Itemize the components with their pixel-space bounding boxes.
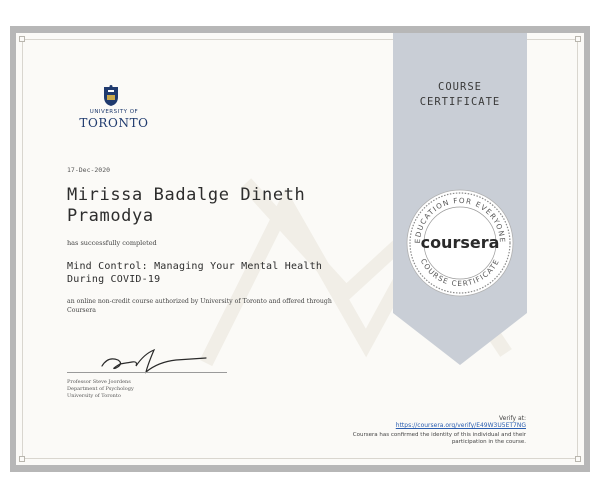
ribbon-title — [393, 80, 527, 110]
issue-date: 17-Dec-2020 — [67, 166, 111, 174]
course-description-line2: Coursera — [67, 307, 96, 314]
logo-toronto: TORONTO — [79, 116, 149, 130]
signer-institution: University of Toronto — [67, 393, 121, 399]
verify-note-line1: Coursera has confirmed the identity of this individual and their — [352, 432, 526, 438]
course-description-line1: an online non-credit course authorized by University of Toronto and offered through — [67, 298, 332, 305]
signer-department: Department of Psychology — [67, 386, 134, 392]
corner-mark — [19, 456, 25, 462]
completed-text: has successfully completed — [67, 239, 157, 247]
corner-mark — [19, 36, 25, 42]
ribbon-title-line2: CERTIFICATE — [419, 96, 501, 108]
verify-note-line2: participation in the course. — [451, 439, 526, 445]
seal-brand: coursera — [420, 233, 500, 252]
course-title-line1: Mind Control: Managing Your Mental Health — [67, 261, 323, 272]
university-crest-icon — [102, 85, 120, 107]
course-title — [67, 260, 357, 286]
verify-label: Verify at: — [499, 415, 526, 422]
recipient-name-line2: Pramodya — [67, 206, 154, 226]
corner-mark — [575, 456, 581, 462]
logo-university-of: UNIVERSITY OF — [89, 109, 139, 115]
ribbon-title-line1: COURSE — [438, 81, 482, 93]
recipient-name-line1: Mirissa Badalge Dineth — [67, 185, 306, 205]
course-description — [67, 297, 367, 315]
corner-mark — [575, 36, 581, 42]
signature — [98, 344, 208, 374]
verify-link[interactable]: https://coursera.org/verify/E49W3U5ET7NG — [395, 422, 526, 429]
seal-ring-top: EDUCATION FOR EVERYONE — [412, 195, 508, 244]
certificate-paper — [16, 33, 584, 465]
recipient-name — [67, 185, 347, 227]
verify-note — [351, 432, 526, 446]
signer-block — [67, 379, 134, 400]
course-title-line2: During COVID-19 — [67, 274, 161, 285]
signer-name: Professor Steve Joordens — [67, 379, 131, 385]
signature-line — [67, 372, 227, 373]
seal-ring-bottom: COURSE CERTIFICATE — [418, 257, 502, 289]
verify-block — [351, 415, 526, 446]
